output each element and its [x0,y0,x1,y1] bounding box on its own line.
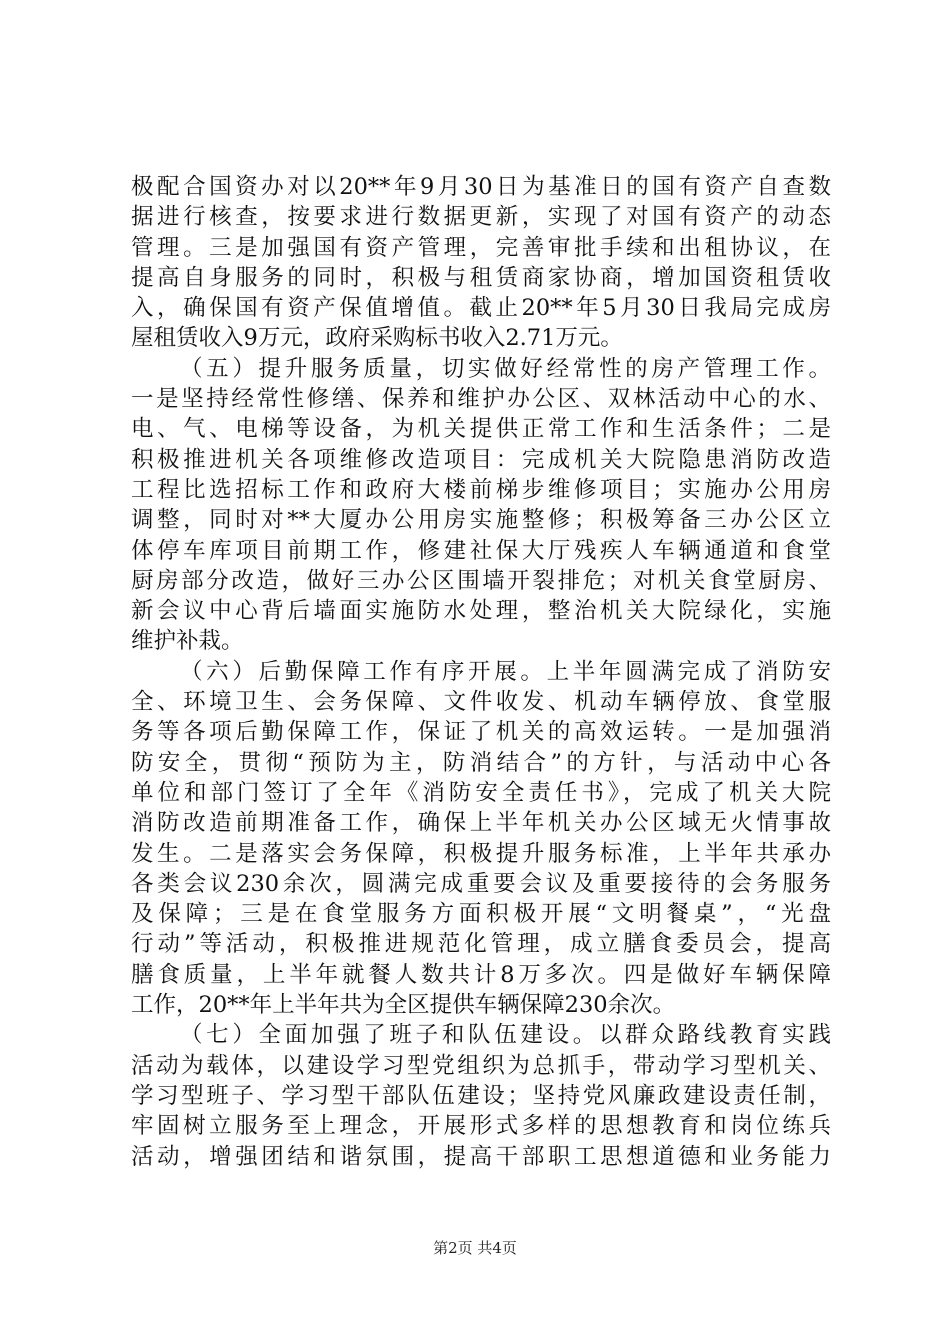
text-line: 防安全，贯彻“预防为主，防消结合”的方针，与活动中心各 [131,749,831,776]
text-line: 活动，增强团结和谐氛围，提高干部职工思想道德和业务能力 [131,1143,831,1170]
text-line: 管理。三是加强国有资产管理，完善审批手续和出租协议，在 [131,234,831,261]
text-line: 单位和部门签订了全年《消防安全责任书》，完成了机关大院 [131,779,831,806]
text-line: 极配合国资办对以20**年9月30日为基准日的国有资产自查数 [131,174,831,200]
text-line: 发生。二是落实会务保障，积极提升服务标准，上半年共承办 [131,840,831,867]
text-line: 全、环境卫生、会务保障、文件收发、机动车辆停放、食堂服 [131,689,831,716]
text-line: 消防改造前期准备工作，确保上半年机关办公区域无火情事故 [131,810,831,837]
text-line: 维护补栽。 [131,628,244,655]
text-line: 据进行核查，按要求进行数据更新，实现了对国有资产的动态 [131,204,831,231]
text-line: 活动为载体，以建设学习型党组织为总抓手，带动学习型机关、 [131,1052,831,1079]
text-line: 一是坚持经常性修缮、保养和维护办公区、双林活动中心的水、 [131,386,831,413]
text-line: 牢固树立服务至上理念，开展形式多样的思想教育和岗位练兵 [131,1113,831,1140]
text-line: 工作，20**年上半年共为全区提供车辆保障230余次。 [131,992,676,1019]
text-line: 提高自身服务的同时，积极与租赁商家协商，增加国资租赁收 [131,264,831,291]
document-body [131,172,831,1172]
text-line: 新会议中心背后墙面实施防水处理，整治机关大院绿化，实施 [131,598,831,625]
text-line: 各类会议230余次，圆满完成重要会议及重要接待的会务服务 [131,870,831,897]
text-line: 体停车库项目前期工作，修建社保大厅残疾人车辆通道和食堂 [131,537,831,564]
text-line: 入，确保国有资产保值增值。截止20**年5月30日我局完成房 [131,295,831,322]
text-line: 膳食质量，上半年就餐人数共计8万多次。四是做好车辆保障 [131,961,831,988]
text-line: （七）全面加强了班子和队伍建设。以群众路线教育实践 [180,1022,831,1049]
text-line: （六）后勤保障工作有序开展。上半年圆满完成了消防安 [180,658,831,685]
text-line: （五）提升服务质量，切实做好经常性的房产管理工作。 [180,355,831,382]
text-line: 电、气、电梯等设备，为机关提供正常工作和生活条件；二是 [131,416,831,443]
text-line: 工程比选招标工作和政府大楼前梯步维修项目；实施办公用房 [131,476,831,503]
text-line: 学习型班子、学习型干部队伍建设；坚持党风廉政建设责任制， [131,1082,831,1109]
text-line: 及保障；三是在食堂服务方面积极开展“文明餐桌”，“光盘 [131,901,831,928]
text-line: 积极推进机关各项维修改造项目：完成机关大院隐患消防改造 [131,446,831,473]
text-line: 厨房部分改造，做好三办公区围墙开裂排危；对机关食堂厨房、 [131,567,831,594]
text-line: 调整，同时对**大厦办公用房实施整修；积极筹备三办公区立 [131,507,831,534]
text-line: 屋租赁收入9万元，政府采购标书收入2.71万元。 [131,325,623,352]
page-number-footer: 第2页 共4页 [433,1239,517,1257]
text-line: 务等各项后勤保障工作，保证了机关的高效运转。一是加强消 [131,719,831,746]
text-line: 行动”等活动，积极推进规范化管理，成立膳食委员会，提高 [131,931,831,958]
